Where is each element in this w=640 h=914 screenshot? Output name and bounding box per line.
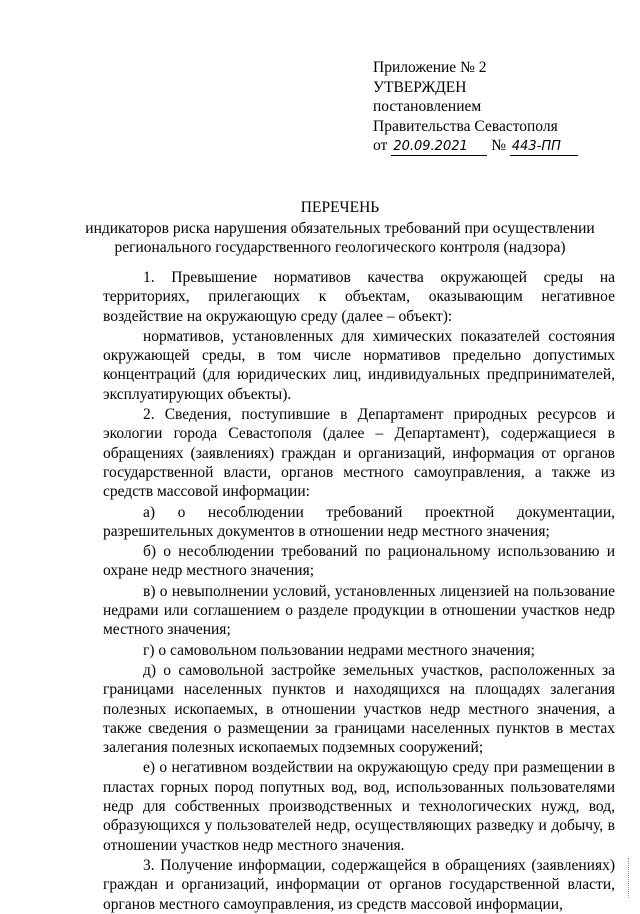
from-label: от: [373, 137, 388, 154]
paragraph-2d: г) о самовольном пользовании недрами местного значения;: [143, 641, 535, 659]
handwritten-date: 20.09.2021: [391, 139, 487, 156]
resolution-label: постановлением: [373, 98, 482, 115]
appendix-label: Приложение № 2: [373, 59, 487, 76]
paragraph-2b: б) о несоблюдении требований по рациональному использованию и охране недр местного значения;: [103, 543, 615, 580]
date-number-line: [373, 136, 623, 156]
scan-edge-mark: [628, 858, 632, 898]
approved-label: УТВЕРЖДЕН: [373, 78, 467, 96]
number-label: №: [491, 137, 506, 154]
government-label: Правительства Севастополя: [373, 117, 558, 135]
document-subtitle-line-1: индикаторов риска нарушения обязательных требований при осуществлении: [85, 219, 595, 237]
paragraph-2: 2. Сведения, поступившие в Департамент природных ресурсов и экологии города Севастополя (далее – Департамент), содержащиеся в обращениях (заявлениях) граждан и организаций, информация от органов государственной власти, органов местного самоуправления, а также из средств массовой информации:: [103, 406, 615, 501]
document-body: [103, 268, 615, 914]
document-heading: [80, 198, 600, 258]
approval-block: [373, 58, 623, 156]
document-subtitle-line-2: регионального государственного геологического контроля (надзора): [114, 239, 566, 256]
handwritten-number: 443-ПП: [510, 139, 578, 156]
paragraph-1: 1. Превышение нормативов качества окружающей среды на территориях, прилегающих к объектам, оказывающим негативное воздействие на окружающую среду (далее – объект):: [103, 269, 615, 325]
paragraph-2f: е) о негативном воздействии на окружающую среду при размещении в пластах горных пород попутных вод, вод, использованных пользователями недр для собственных производственных и технологических нужд, вод, образующихся у пользователей недр, осуществляющих разведку и добычу, в отношении участков недр местного значения.: [103, 759, 615, 854]
paragraph-3: 3. Получение информации, содержащейся в обращениях (заявлениях) граждан и организаций, информации от органов государственной власти, органов местного самоуправления, из средств массовой информации,: [103, 856, 615, 913]
paragraph-2e: д) о самовольной застройке земельных участков, расположенных за границами населенных пунктов и находящихся на площадях залегания полезных ископаемых, в отношении участков недр местного значения, а также сведения о размещении за границами населенных пунктов в местах залегания полезных ископаемых подземных сооружений;: [103, 661, 615, 757]
paragraph-2a: а) о несоблюдении требований проектной документации, разрешительных документов в отношении недр местного значения;: [103, 503, 615, 540]
paragraph-2c: в) о невыполнении условий, установленных лицензией на пользование недрами или соглашением о разделе продукции в отношении участков недр местного значения;: [103, 582, 615, 639]
paragraph-1-norms: нормативов, установленных для химических показателей состояния окружающей среды, в том числе нормативов предельно допустимых концентраций (для юридических лиц, индивидуальных предпринимателей, эксплуатирующих объекты).: [103, 327, 615, 403]
document-title: ПЕРЕЧЕНЬ: [300, 199, 380, 216]
